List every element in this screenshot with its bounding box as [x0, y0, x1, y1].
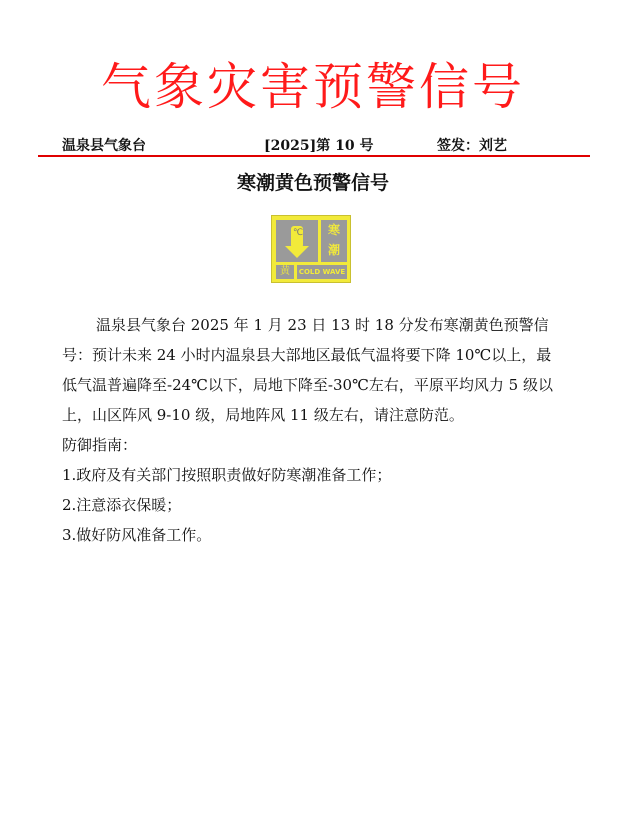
- guide-heading: 防御指南：: [62, 436, 138, 454]
- badge-english-label: COLD WAVE: [297, 265, 347, 279]
- signer-label: 签发：刘艺: [437, 138, 507, 154]
- thermometer-down-icon: [276, 220, 318, 262]
- guide-item: 3.做好防风准备工作。: [62, 526, 212, 544]
- badge-char-bottom: 潮: [327, 243, 340, 257]
- badge-level-char: 黄: [276, 265, 294, 279]
- guide-item: 2.注意添衣保暖；: [62, 496, 182, 514]
- degree-symbol: ℃: [293, 228, 304, 238]
- warning-subtitle: 寒潮黄色预警信号: [236, 172, 389, 194]
- warning-paragraph: 温泉县气象台 2025 年 1 月 23 日 13 时 18 分发布寒潮黄色预警信号：预计未来 24 小时内温泉县大部地区最低气温将要下降 10℃以上，最低气温普遍降至-24℃以下，局地下降至-30℃左右，平原平均风力 5 级以上，山区阵风 9-10 级，局地阵风 11 级左右，请注意防范。: [62, 316, 553, 424]
- document-title: 气象灾害预警信号: [101, 58, 525, 116]
- down-arrow-icon: [285, 246, 309, 258]
- document-number: [2025]第 10 号: [264, 138, 374, 154]
- warning-body: [62, 310, 566, 550]
- cold-wave-yellow-icon: [271, 215, 351, 283]
- cold-wave-chars: [321, 220, 347, 262]
- guide-item: 1.政府及有关部门按照职责做好防寒潮准备工作；: [62, 466, 392, 484]
- badge-char-top: 寒: [327, 223, 340, 237]
- red-divider: [38, 155, 590, 157]
- issuer-label: 温泉县气象台: [62, 138, 146, 154]
